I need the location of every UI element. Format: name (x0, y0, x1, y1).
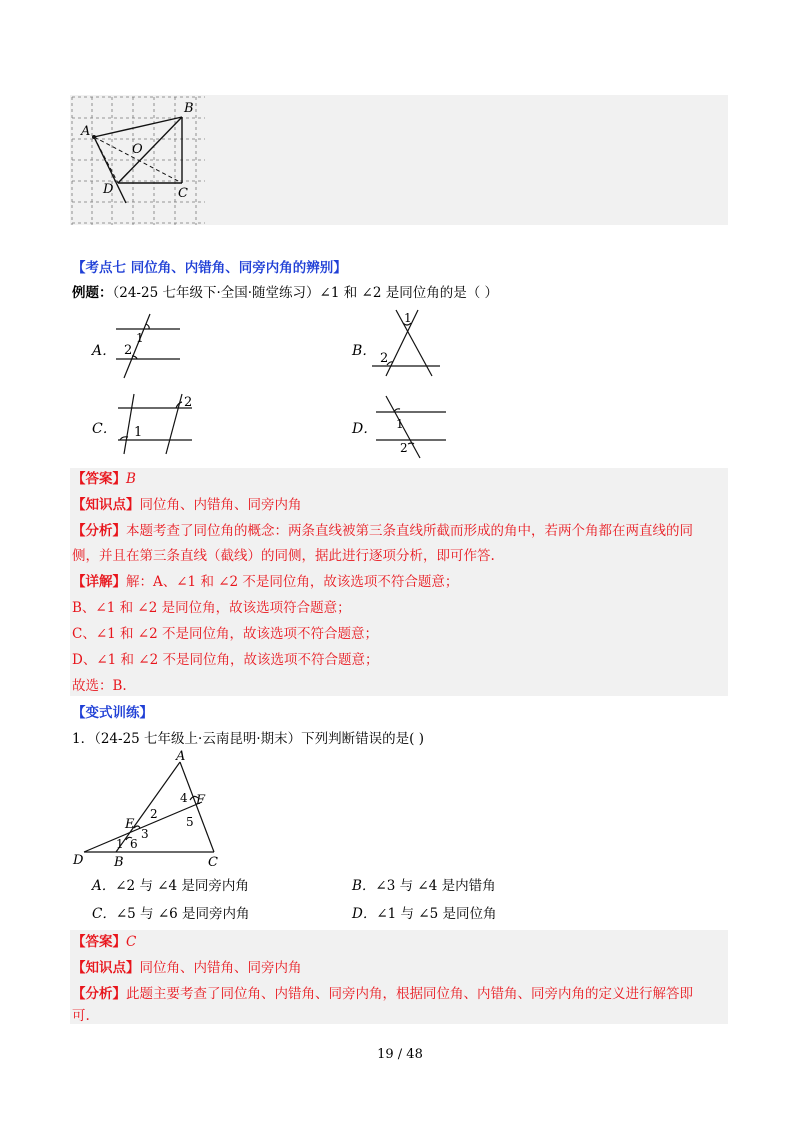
knowledge-tag: 【知识点】 (72, 960, 140, 976)
detail-tag: 【详解】 (72, 574, 126, 590)
answer-1 (72, 469, 136, 489)
knowledge-text: 同位角、内错角、同旁内角 (139, 960, 302, 976)
point-c-label: C (178, 186, 188, 201)
detail-1-line2: B、∠1 和 ∠2 是同位角，故该选项符合题意； (72, 600, 351, 616)
ex-a-angle2: 2 (124, 343, 133, 358)
analysis-1-line2: 侧，并且在第三条直线（截线）的同侧，据此进行逐项分析，即可作答. (72, 548, 495, 564)
answer-value: C (126, 934, 137, 950)
analysis-tag: 【分析】 (72, 986, 126, 1002)
ex-option-b-figure (368, 308, 448, 380)
q1-angle5: 5 (186, 815, 194, 829)
knowledge-2 (72, 958, 302, 978)
knowledge-tag: 【知识点】 (72, 497, 140, 513)
page-number: 19 / 48 (377, 1047, 423, 1062)
ex-option-d-figure (368, 392, 452, 462)
q1-option-c-text: ∠5 与 ∠6 是同旁内角 (115, 906, 250, 922)
q1-option-b-text: ∠3 与 ∠4 是内错角 (375, 878, 496, 894)
q1-point-a: A (176, 750, 186, 764)
q1-angle6: 6 (130, 837, 138, 851)
analysis-1-line1 (72, 521, 693, 541)
detail-1-line3: C、∠1 和 ∠2 不是同位角，故该选项不符合题意； (72, 626, 379, 642)
ex-c-angle1: 1 (134, 425, 143, 440)
q1-angle4: 4 (180, 791, 188, 805)
q1-option-a-letter: A． (92, 878, 116, 894)
analysis-tag: 【分析】 (72, 523, 126, 539)
point-a-label: A (81, 124, 91, 139)
q1-triangle-figure (70, 750, 240, 870)
variant-heading: 【变式训练】 (72, 705, 153, 721)
ex-d-angle2: 2 (400, 441, 408, 455)
ex-d-angle1: 1 (396, 417, 404, 431)
answer-tag: 【答案】 (72, 934, 126, 950)
ex-option-a-figure (110, 312, 190, 382)
analysis-text: 本题考查了同位角的概念：两条直线被第三条直线所截而形成的角中，若两个角都在两直线的同 (126, 523, 693, 539)
q1-point-b: B (114, 855, 124, 870)
detail-1-line1 (72, 572, 458, 592)
ex-b-angle1: 1 (404, 311, 412, 325)
answer-tag: 【答案】 (72, 471, 126, 487)
q1-source: （24-25 七年级上·云南昆明·期末） (94, 731, 302, 747)
example-label: 例题： (72, 285, 113, 301)
point-d-label: D (103, 182, 114, 197)
ex-option-b-letter: B． (352, 343, 377, 359)
knowledge-text: 同位角、内错角、同旁内角 (139, 497, 302, 513)
grid-figure (70, 95, 210, 225)
q1-question (72, 729, 424, 749)
ex-option-d-letter: D． (352, 421, 378, 437)
example-source: （24-25 七年级下·全国·随堂练习） (112, 285, 320, 301)
example-question-text: ∠1 和 ∠2 是同位角的是（ ） (319, 285, 499, 301)
detail-1-line5: 故选：B. (72, 678, 127, 694)
q1-text: 下列判断错误的是( ) (301, 731, 424, 747)
q1-option-a-text: ∠2 与 ∠4 是同旁内角 (115, 878, 249, 894)
q1-number: 1． (72, 731, 95, 747)
ex-option-c-figure (110, 390, 200, 458)
q1-option-d-text: ∠1 与 ∠5 是同位角 (376, 906, 497, 922)
section-heading: 【考点七 同位角、内错角、同旁内角的辨别】 (72, 260, 347, 276)
q1-angle1: 1 (116, 837, 124, 851)
q1-option-c (92, 904, 250, 924)
analysis-text: 此题主要考查了同位角、内错角、同旁内角，根据同位角、内错角、同旁内角的定义进行解答即 (126, 986, 693, 1002)
ex-b-angle2: 2 (380, 351, 389, 366)
q1-point-e: E (125, 817, 135, 832)
q1-point-d: D (73, 853, 84, 868)
q1-point-f: F (196, 793, 206, 808)
q1-option-b-letter: B． (352, 878, 376, 894)
answer-2 (72, 932, 136, 952)
q1-angle3: 3 (141, 827, 149, 841)
answer-value: B (126, 471, 136, 487)
analysis-2-line2: 可. (72, 1008, 90, 1024)
knowledge-1 (72, 495, 302, 515)
point-o-label: O (132, 142, 143, 157)
q1-option-c-letter: C． (92, 906, 116, 922)
q1-option-d (352, 904, 497, 924)
detail-text: 解：A、∠1 和 ∠2 不是同位角，故该选项不符合题意； (126, 574, 459, 590)
q1-option-b (352, 876, 496, 896)
q1-angle2: 2 (150, 807, 158, 821)
analysis-2-line1 (72, 984, 693, 1004)
ex-c-angle2: 2 (184, 395, 193, 410)
q1-option-d-letter: D． (352, 906, 377, 922)
q1-point-c: C (208, 855, 218, 870)
ex-option-c-letter: C． (92, 421, 117, 437)
point-b-label: B (184, 101, 194, 116)
ex-a-angle1: 1 (136, 331, 144, 345)
q1-option-a (92, 876, 249, 896)
detail-1-line4: D、∠1 和 ∠2 不是同位角，故该选项不符合题意； (72, 652, 379, 668)
ex-option-a-letter: A． (92, 343, 117, 359)
example-question (72, 283, 498, 303)
